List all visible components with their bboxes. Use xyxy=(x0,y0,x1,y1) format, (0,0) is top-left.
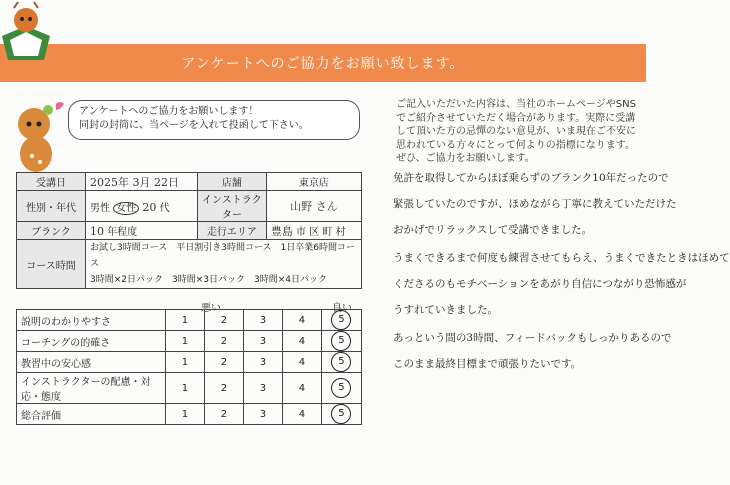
blank-value: 10 xyxy=(90,225,104,238)
scale-bad-label: 悪い xyxy=(201,303,221,314)
rating-question: 総合評価 xyxy=(17,404,166,425)
rating-option[interactable]: 2 xyxy=(204,352,243,373)
rating-option[interactable]: 2 xyxy=(204,373,243,404)
handwritten-comments xyxy=(393,170,730,380)
rating-option[interactable]: 1 xyxy=(165,404,204,425)
gender-age-cell xyxy=(86,191,198,222)
rating-option[interactable]: 3 xyxy=(243,404,282,425)
comment-line: 免許を取得してからほぼ乗らずのブランク10年だったので xyxy=(393,172,669,184)
logo-deer-icon xyxy=(0,0,52,70)
rating-table xyxy=(16,309,362,425)
info-table xyxy=(16,172,362,289)
rating-option[interactable]: 3 xyxy=(243,310,282,331)
blank-unit: 年程度 xyxy=(107,227,138,238)
comment-line: あっという間の3時間、フィードバックもしっかりあるので xyxy=(393,332,672,344)
comment-line: このまま最終目標まで頑張りたいです。 xyxy=(393,358,582,370)
area-value: 豊島 xyxy=(270,224,293,238)
gender-male: 男性 xyxy=(90,202,110,214)
rating-option[interactable] xyxy=(321,352,361,373)
comment-line: 緊張していたのですが、ほめながら丁寧に教えていただけた xyxy=(393,198,677,210)
rating-option[interactable]: 2 xyxy=(204,310,243,331)
rating-question: コーチングの的確さ xyxy=(17,331,166,352)
age-value: 20 xyxy=(142,200,157,214)
bubble-line-1: アンケートへのご協力をお願いします！ xyxy=(79,106,259,117)
scale-good-label: 良い xyxy=(332,303,352,314)
instructor-value: 山野 さん xyxy=(266,191,361,222)
area-cell xyxy=(266,222,361,240)
comment-line: うすれていきました。 xyxy=(393,304,498,316)
rating-option[interactable]: 1 xyxy=(165,352,204,373)
rating-row xyxy=(17,310,362,331)
rating-option[interactable] xyxy=(321,373,361,404)
rating-question: 教習中の安心感 xyxy=(17,352,166,373)
rating-selected: 5 xyxy=(331,310,351,330)
course-label: コース時間 xyxy=(17,240,86,289)
rating-option[interactable] xyxy=(321,310,361,331)
comment-line: くださるのもモチベーションをあがり自信につながり恐怖感が xyxy=(393,278,687,290)
rating-option[interactable] xyxy=(321,404,361,425)
rating-option[interactable]: 4 xyxy=(282,404,321,425)
rating-option[interactable]: 4 xyxy=(282,373,321,404)
rating-option[interactable] xyxy=(321,331,361,352)
privacy-note: ご記入いただいた内容は、当社のホームページやSNSでご紹介させていただく場合があります。実際に受講して頂いた方の忌憚のない意見が、いま現在ご不安に思われている方々にとって何よりの指標になります。ぜひ、ご協力をお願いします。 xyxy=(396,99,636,164)
speech-bubble xyxy=(68,100,360,140)
date-label: 受講日 xyxy=(17,173,86,191)
course-row-1: お試し3時間コース 平日割引き3時間コース 1日卒業6時間コース xyxy=(90,243,356,269)
blank-label: ブランク xyxy=(17,222,86,240)
rating-selected: 5 xyxy=(331,378,351,398)
rating-selected: 5 xyxy=(331,331,351,351)
rating-option[interactable]: 4 xyxy=(282,331,321,352)
rating-selected: 5 xyxy=(331,352,351,372)
mascot-deer-icon xyxy=(8,98,70,176)
comment-line: おかげでリラックスして受講できました。 xyxy=(393,224,593,236)
header-title: アンケートへのご協力をお願い致します。 xyxy=(181,56,465,72)
rating-option[interactable]: 3 xyxy=(243,331,282,352)
comment-line: うまくできるまで何度も練習させてもらえ、うまくできたときはほめて xyxy=(393,252,730,264)
gender-female: 女性 xyxy=(113,202,139,215)
instructor-label: インストラクター xyxy=(197,191,266,222)
bubble-line-2: 同封の封筒に、当ページを入れて投函して下さい。 xyxy=(79,120,309,131)
rating-row xyxy=(17,373,362,404)
store-value: 東京店 xyxy=(266,173,361,191)
course-options xyxy=(86,240,362,289)
rating-option[interactable]: 1 xyxy=(165,310,204,331)
rating-option[interactable]: 3 xyxy=(243,352,282,373)
rating-option[interactable]: 2 xyxy=(204,404,243,425)
rating-row xyxy=(17,331,362,352)
rating-question: 説明のわかりやすさ xyxy=(17,310,166,331)
rating-option[interactable]: 4 xyxy=(282,352,321,373)
rating-option[interactable]: 2 xyxy=(204,331,243,352)
gender-label: 性別・年代 xyxy=(17,191,86,222)
rating-selected: 5 xyxy=(331,404,351,424)
age-unit: 代 xyxy=(159,202,170,214)
rating-option[interactable]: 1 xyxy=(165,331,204,352)
rating-row xyxy=(17,404,362,425)
rating-question: インストラクターの配慮・対応・態度 xyxy=(17,373,166,404)
course-row-2: 3時間×2日パック 3時間×3日パック 3時間×4日パック xyxy=(90,275,327,285)
area-units: 市 区 町 村 xyxy=(296,226,346,238)
rating-option[interactable]: 4 xyxy=(282,310,321,331)
blank-cell xyxy=(86,222,198,240)
rating-option[interactable]: 1 xyxy=(165,373,204,404)
rating-row xyxy=(17,352,362,373)
store-label: 店舗 xyxy=(197,173,266,191)
area-label: 走行エリア xyxy=(197,222,266,240)
rating-option[interactable]: 3 xyxy=(243,373,282,404)
date-value: 2025年 3月 22日 xyxy=(86,173,198,191)
